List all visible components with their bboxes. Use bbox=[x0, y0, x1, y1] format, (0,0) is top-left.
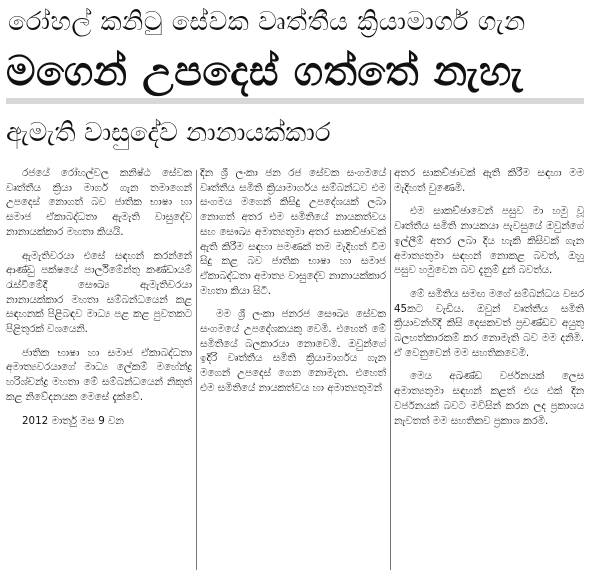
column-2 bbox=[200, 166, 386, 572]
kicker-headline: රෝහල් කනිටු සේවක වෘත්තීය ක්‍රියාමාර්ග ගැන bbox=[8, 7, 526, 37]
paragraph: දින ශ්‍රී ලංකා ජන රජ සේවක සංගමයේ වෘත්තීය සමිති ක්‍රියාමාර්ගය සම්බන්ධව එම සංගමය මගෙන් කිසිදු උපදේශයක් ලබා නොගත් අතර එම සමිතියේ නායකත්වය සහ සෞඛ්‍ය අමාත්‍යතුමා අතර සාකච්ඡාවක් ඇති කිරීම සඳහා පමණක් තම මැදිහත් වීම සිදු කළ බව ජාතික භාෂා හා සමාජ ඒකාබද්ධතා අමාත්‍ය වාසුදේව නානායක්කාර මහතා කියා සිටී. bbox=[200, 167, 386, 297]
article-body bbox=[4, 166, 588, 572]
paragraph: රජයේ රෝහල්වල කනිෂ්ඨ සේවක වෘත්තීය ක්‍රියා මාර්ග ගැන තමාගෙන් උපදෙස් නොගත් බව ජාතික භාෂා හා සමාජ ඒකාබද්ධතා ඇමැති වාසුදේව නානායක්කාර මහතා කියයි. bbox=[6, 167, 192, 238]
main-headline: මගෙන් උපදෙස් ගත්තේ නැහැ bbox=[6, 47, 524, 95]
paragraph: 2012 මාර්තු මස 9 වන bbox=[22, 414, 124, 427]
paragraph: ජාතික භාෂා හා සමාජ ඒකාබද්ධතා අමාත්‍යවරයාගේ මාධ්‍ය ලේකම් මහේන්ද්‍ර හරිශ්චන්ද්‍ර මහතා මේ සම්බන්ධයෙන් නිකුත් කළ නිවේදනයක මෙසේ දැක්වේ. bbox=[6, 346, 192, 403]
column-divider bbox=[390, 170, 391, 570]
paragraph: මෙය අඛණ්ඩ වර්ජනයක් ලෙස අමාත්‍යතුමා සඳහන් කළත් එය එක් දින වර්ජනයක් බවට මවිසින් කරන ලද ප්‍රකාශය නැවතත් මම සහතිකව ප්‍රකාශ කරමි. bbox=[394, 370, 584, 427]
headline-rule bbox=[6, 98, 584, 104]
paragraph: මම ශ්‍රී ලංකා ජනරජ සෞඛ්‍ය සේවක සංගමයේ උපදේශකයකු වෙමි. එහෙත් මේ සමිතියේ බලකාරයා නොවෙමි. ඔවුන්ගේ ඉදිරි වෘත්තීය සමිති ක්‍රියාමාර්ගය ගැන මගෙන් උපදෙස් ගෙන නොමැත. එහෙත් එම සමිතියේ නායකත්වය හා අමාත්‍යතුමන් bbox=[200, 308, 386, 394]
column-1 bbox=[6, 166, 192, 572]
column-divider bbox=[196, 170, 197, 570]
byline-headline: ඇමැති වාසුදේව නානායක්කාර bbox=[6, 118, 331, 148]
paragraph: එම සාකච්ඡාවෙන් පසුව මා හමු වූ වෘත්තීය සමිති නායකයා පැවසුයේ ඔවුන්ගේ ඉල්ලීම් අතර ලබා දිය හැකි කිසිවක් ගැන අමාත්‍යතුමා සඳහන් නොකළ බවත්, ඔහු පසුව හමුවෙන බව දැනුම් දුන් බවත්ය. bbox=[394, 205, 584, 277]
paragraph: ඇමැතිවරයා එසේ සඳහන් කරන්නේ ආණ්ඩු පක්ෂයේ පාර්ලිමේන්තු කණ්ඩායම් රැස්වීමේදී සෞඛ්‍ය ඇමැතිවරයා නානායක්කාර මහතා සම්බන්ධයෙන් කළ සඳහනක් පිළිබඳව මාධ්‍ය පළ කළ පුවතකට පිළිතුරක් වශයෙනි. bbox=[6, 249, 192, 336]
column-3 bbox=[394, 166, 584, 572]
paragraph: මේ සමිතිය සමඟ මගේ සම්බන්ධය වසර 45කට වැඩිය. ඔවුන් වෘත්තීය සමිති ක්‍රියාවන්හිදී කිසි දෙසකවත් ප්‍රචණ්ඩව අයුතු බලහත්කාරකම් කර නොමැති බව මම දනිමි. ඒ වෙනුවෙන් මම සහතිකවෙමි. bbox=[394, 287, 584, 359]
paragraph: අතර සාකච්ඡාවක් ඇති කිරීම සඳහා මම මැදිහත් වුණෙමි. bbox=[394, 167, 584, 194]
